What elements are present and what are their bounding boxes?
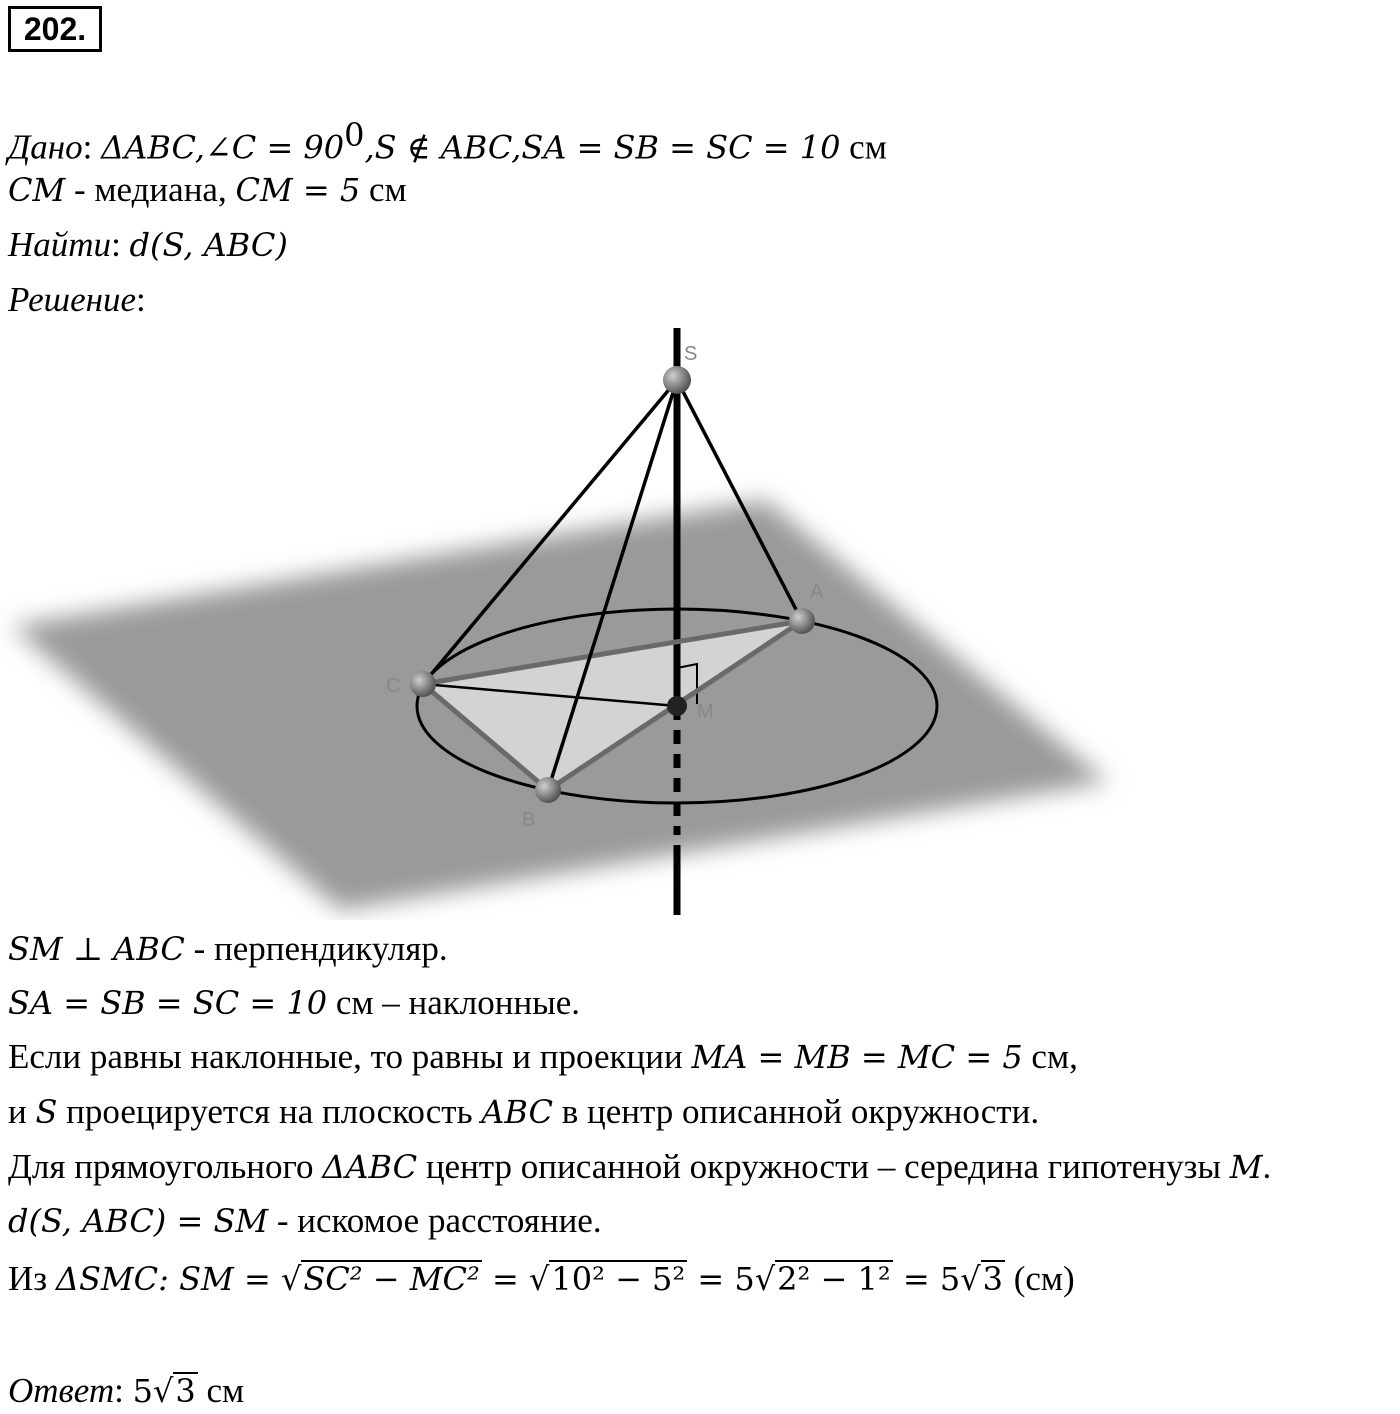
l7-unit: (см) [1004,1259,1075,1298]
find-sep: : [111,225,130,264]
find-math: d(S, ABC) [129,226,288,264]
l5-math-2: M [1229,1148,1263,1186]
label-s: S [684,343,698,365]
body-line-2 [8,982,580,1024]
l7-radicand-1: SC² − MC² [303,1260,480,1298]
given-unit: см [840,127,887,167]
point-c [410,671,436,697]
l6-text: - искомое расстояние. [268,1201,602,1240]
body-line-1 [8,928,448,970]
l4-math-2: ABC [481,1093,553,1131]
answer-label: Ответ [8,1371,115,1410]
answer-line: Ответ: 5√3 см [8,1371,245,1410]
problem-number: 202. [8,6,102,52]
body-line-7: Из ΔSMC: SM = √SC² − MC² = √10² − 5² = 5√2² − 1² = 5√3 (см) [8,1259,1075,1298]
l5-text-2: центр описанной окружности – середина гипотенузы [417,1147,1230,1186]
median-line [8,169,407,211]
body-line-3 [8,1036,1078,1078]
l7-radicand-4: 3 [982,1260,1003,1298]
l5-math: ΔABC [322,1148,418,1186]
l3-text: Если равны наклонные, то равны и проекции [8,1037,692,1076]
point-s [663,366,691,394]
given-line [8,114,887,169]
point-b [535,777,561,803]
l7-math: ΔSMC: SM = [55,1260,281,1298]
solution-line [8,279,146,321]
point-a [789,608,815,634]
l5-text: Для прямоугольного [8,1147,323,1186]
answer-unit: см [197,1371,245,1410]
l4-text-3: в центр описанной окружности. [553,1092,1040,1131]
find-line [8,224,288,266]
l1-text: - перпендикуляр. [184,929,448,968]
median-unit: см [360,170,407,209]
body-line-6 [8,1200,602,1242]
solution-label: Решение [8,280,137,319]
solution-sep: : [136,280,146,319]
l7-radicand-3: 2² − 1² [777,1260,891,1298]
answer-radicand: 3 [175,1372,196,1410]
point-m [667,696,687,716]
given-math: ΔABC,∠C = 90 [101,128,345,167]
l4-text-2: проецируется на плоскость [57,1092,482,1131]
label-m: M [697,701,714,723]
l7-radicand-2: 10² − 5² [551,1260,686,1298]
answer-sep: : [114,1371,133,1410]
given-sep: : [82,127,93,167]
median-math-2: CM = 5 [235,171,361,209]
median-text: - медиана, [65,170,236,209]
median-math: CM [8,171,66,209]
body-line-4 [8,1091,1039,1133]
label-b: B [522,809,536,831]
l4-math: S [35,1093,58,1131]
given-math-2: ,S ∉ ABC,SA = SB = SC = 10 [364,128,841,167]
label-a: A [810,581,824,603]
label-c: C [386,675,401,697]
given-degree: 0 [344,116,365,154]
l2-text: см – наклонные. [327,983,580,1022]
body-line-5: Для прямоугольного ΔABC центр описанной окружности – середина гипотенузы M. [8,1147,1272,1186]
l2-math: SA = SB = SC = 10 [8,984,328,1022]
l3-math: MA = MB = MC = 5 [691,1038,1023,1076]
l7-text: Из [8,1259,56,1298]
l4-text: и [8,1092,36,1131]
pyramid-figure [0,320,1400,920]
l3-text-2: см, [1022,1037,1078,1076]
l7-eq-1: = [481,1260,529,1298]
find-label: Найти [8,225,112,264]
given-label: Дано [8,127,83,167]
l6-math: d(S, ABC) = SM [8,1202,269,1240]
answer-value: 5 [132,1372,153,1410]
l1-math: SM ⊥ ABC [8,930,185,968]
l7-eq-3: = 5 [892,1260,961,1298]
l7-eq-2: = 5 [687,1260,755,1298]
